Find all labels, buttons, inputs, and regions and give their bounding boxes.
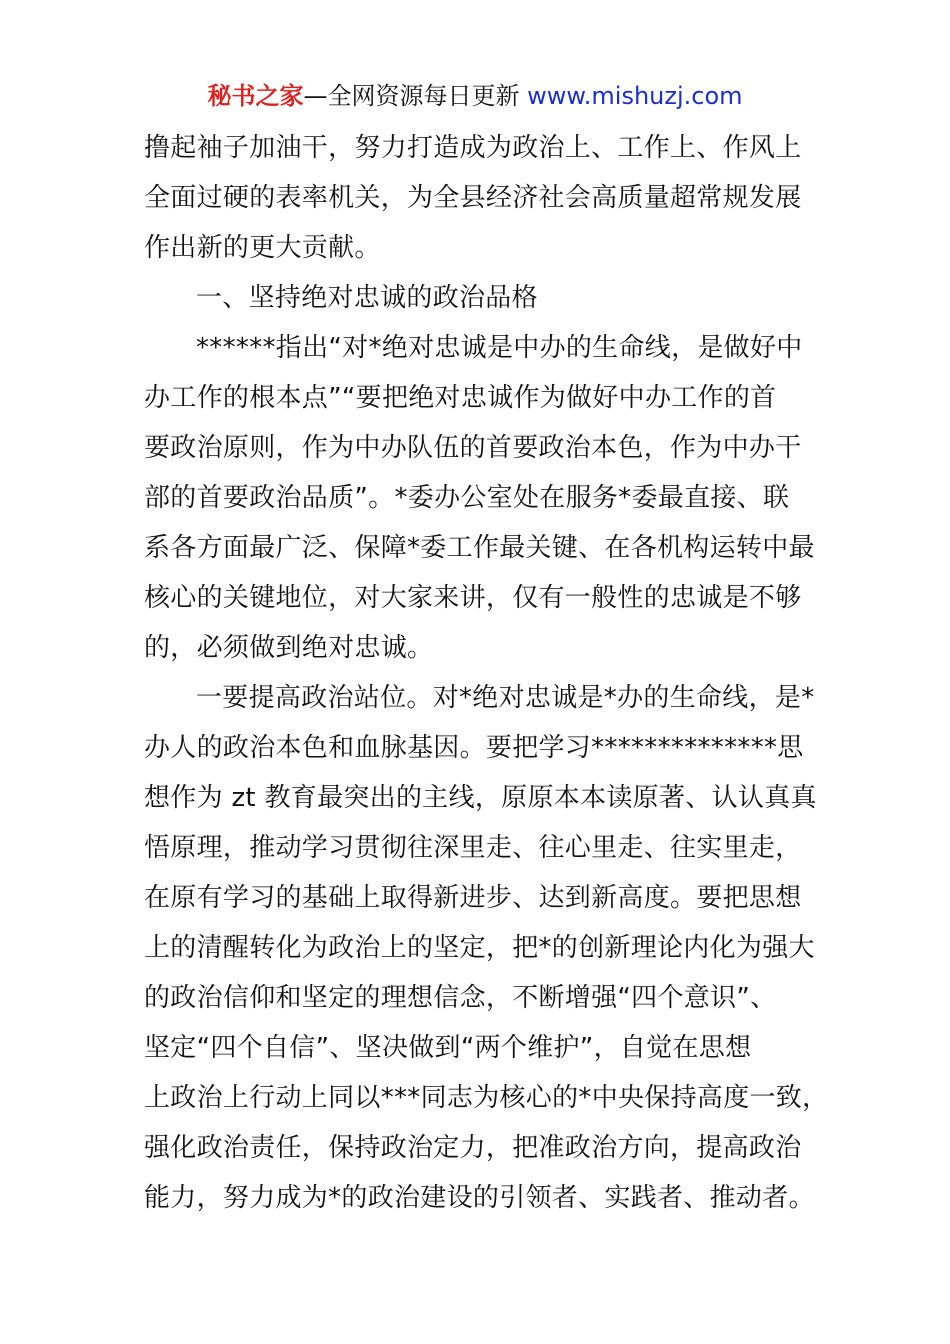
text-line: ******指出“对*绝对忠诚是中办的生命线，是做好中 — [196, 333, 803, 363]
text-line: 强化政治责任，保持政治定力，把准政治方向，提高政治 — [144, 1133, 802, 1163]
text-line: 全面过硬的表率机关，为全县经济社会高质量超常规发展 — [144, 183, 802, 213]
text-line: 在原有学习的基础上取得新进步、达到新高度。要把思想 — [144, 883, 802, 913]
text-line: 上政治上行动上同以***同志为核心的*中央保持高度一致， — [144, 1083, 829, 1113]
text-line: 的，必须做到绝对忠诚。 — [144, 633, 434, 663]
site-header — [0, 80, 950, 112]
text-line: 办工作的根本点”“要把绝对忠诚作为做好中办工作的首 — [144, 383, 777, 413]
text-line: 上的清醒转化为政治上的坚定，把*的创新理论内化为强大 — [144, 933, 815, 963]
text-line: 核心的关键地位，对大家来讲，仅有一般性的忠诚是不够 — [144, 583, 802, 613]
text-line: 作出新的更大贡献。 — [144, 233, 381, 263]
document-body — [144, 130, 834, 1230]
site-brand: 秘书之家 — [207, 82, 304, 110]
text-line: 坚定“四个自信”、坚决做到“两个维护”，自觉在思想 — [144, 1033, 752, 1063]
text-line: 的政治信仰和坚定的理想信念，不断增强“四个意识”、 — [144, 983, 777, 1013]
text-line: 想作为 zt 教育最突出的主线，原原本本读原著、认认真真 — [144, 783, 817, 813]
text-line: 系各方面最广泛、保障*委工作最关键、在各机构运转中最 — [144, 533, 815, 563]
text-line: 要政治原则，作为中办队伍的首要政治本色，作为中办干 — [144, 433, 802, 463]
text-line: 部的首要政治品质”。*委办公室处在服务*委最直接、联 — [144, 483, 790, 513]
text-line: 撸起袖子加油干，努力打造成为政治上、工作上、作风上 — [144, 133, 802, 163]
text-line: 办人的政治本色和血脉基因。要把学习**************思 — [144, 733, 804, 763]
text-line: 悟原理，推动学习贯彻往深里走、往心里走、往实里走， — [144, 833, 802, 863]
text-line: 能力，努力成为*的政治建设的引领者、实践者、推动者。 — [144, 1183, 815, 1213]
site-url-link[interactable]: www.mishuzj.com — [527, 82, 743, 110]
text-line: 一要提高政治站位。对*绝对忠诚是*办的生命线，是* — [196, 683, 815, 713]
section-heading: 一、坚持绝对忠诚的政治品格 — [196, 283, 538, 313]
site-slogan: —全网资源每日更新 — [303, 82, 528, 110]
